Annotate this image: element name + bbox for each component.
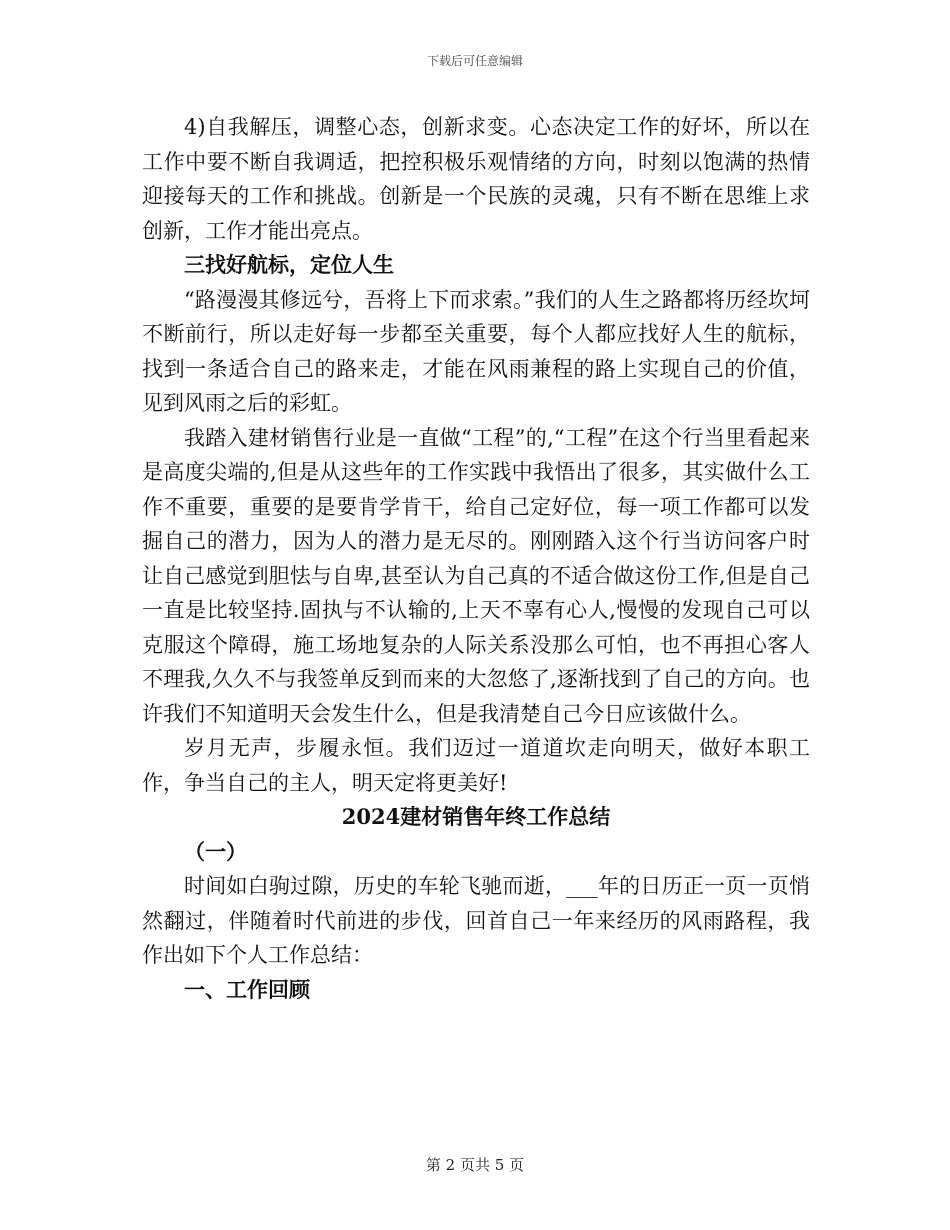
page-footer: 第 2 页共 5 页 [425, 1156, 525, 1174]
document-title: 2024建材销售年终工作总结 [341, 804, 611, 829]
section-heading-review: 一、工作回顾 [184, 976, 310, 1002]
paragraph-life-path: “路漫漫其修远兮，吾将上下而求索。”我们的人生之路都将历经坎坷不断前行，所以走好每一步都至关重要，每个人都应找好人生的航标，找到一条适合自己的路来走，才能在风雨兼程的路上实现自己的价值，见到风雨之后的彩虹。 [142, 287, 810, 415]
section-number: （一） [184, 838, 247, 864]
paragraph-sales-experience: 我踏入建材销售行业是一直做“工程”的,“工程”在这个行当里看起来是高度尖端的,但是从这些年的工作实践中我悟出了很多，其实做什么工作不重要，重要的是要肯学肯干，给自己定好位，每一项工作都可以发掘自己的潜力，因为人的潜力是无尽的。刚刚踏入这个行当访问客户时让自己感觉到胆怯与自卑,甚至认为自己真的不适合做这份工作,但是自己一直是比较坚持.固执与不认输的,上天不辜有心人,慢慢的发现自己可以克服这个障碍，施工场地复杂的人际关系没那么可怕，也不再担心客人不理我,久久不与我签单反到而来的大忽悠了,逐渐找到了自己的方向。也许我们不知道明天会发生什么，但是我清楚自己今日应该做什么。 [142, 425, 810, 726]
paragraph-closing: 岁月无声，步履永恒。我们迈过一道道坎走向明天，做好本职工作，争当自己的主人，明天定将更美好! [142, 736, 810, 795]
section-heading-navigation: 三找好航标，定位人生 [184, 252, 394, 277]
paragraph-intro: 时间如白驹过隙，历史的车轮飞驰而逝，___年的日历正一页一页悄然翻过，伴随着时代前进的步伐，回首自己一年来经历的风雨路程，我作出如下个人工作总结： [142, 874, 810, 967]
paragraph-self-relief: 4)自我解压，调整心态，创新求变。心态决定工作的好坏，所以在工作中要不断自我调适，把控积极乐观情绪的方向，时刻以饱满的热情迎接每天的工作和挑战。创新是一个民族的灵魂，只有不断在思维上求创新，工作才能出亮点。 [142, 115, 810, 243]
document-body [142, 110, 810, 1007]
page-header: 下载后可任意编辑 [426, 54, 523, 68]
